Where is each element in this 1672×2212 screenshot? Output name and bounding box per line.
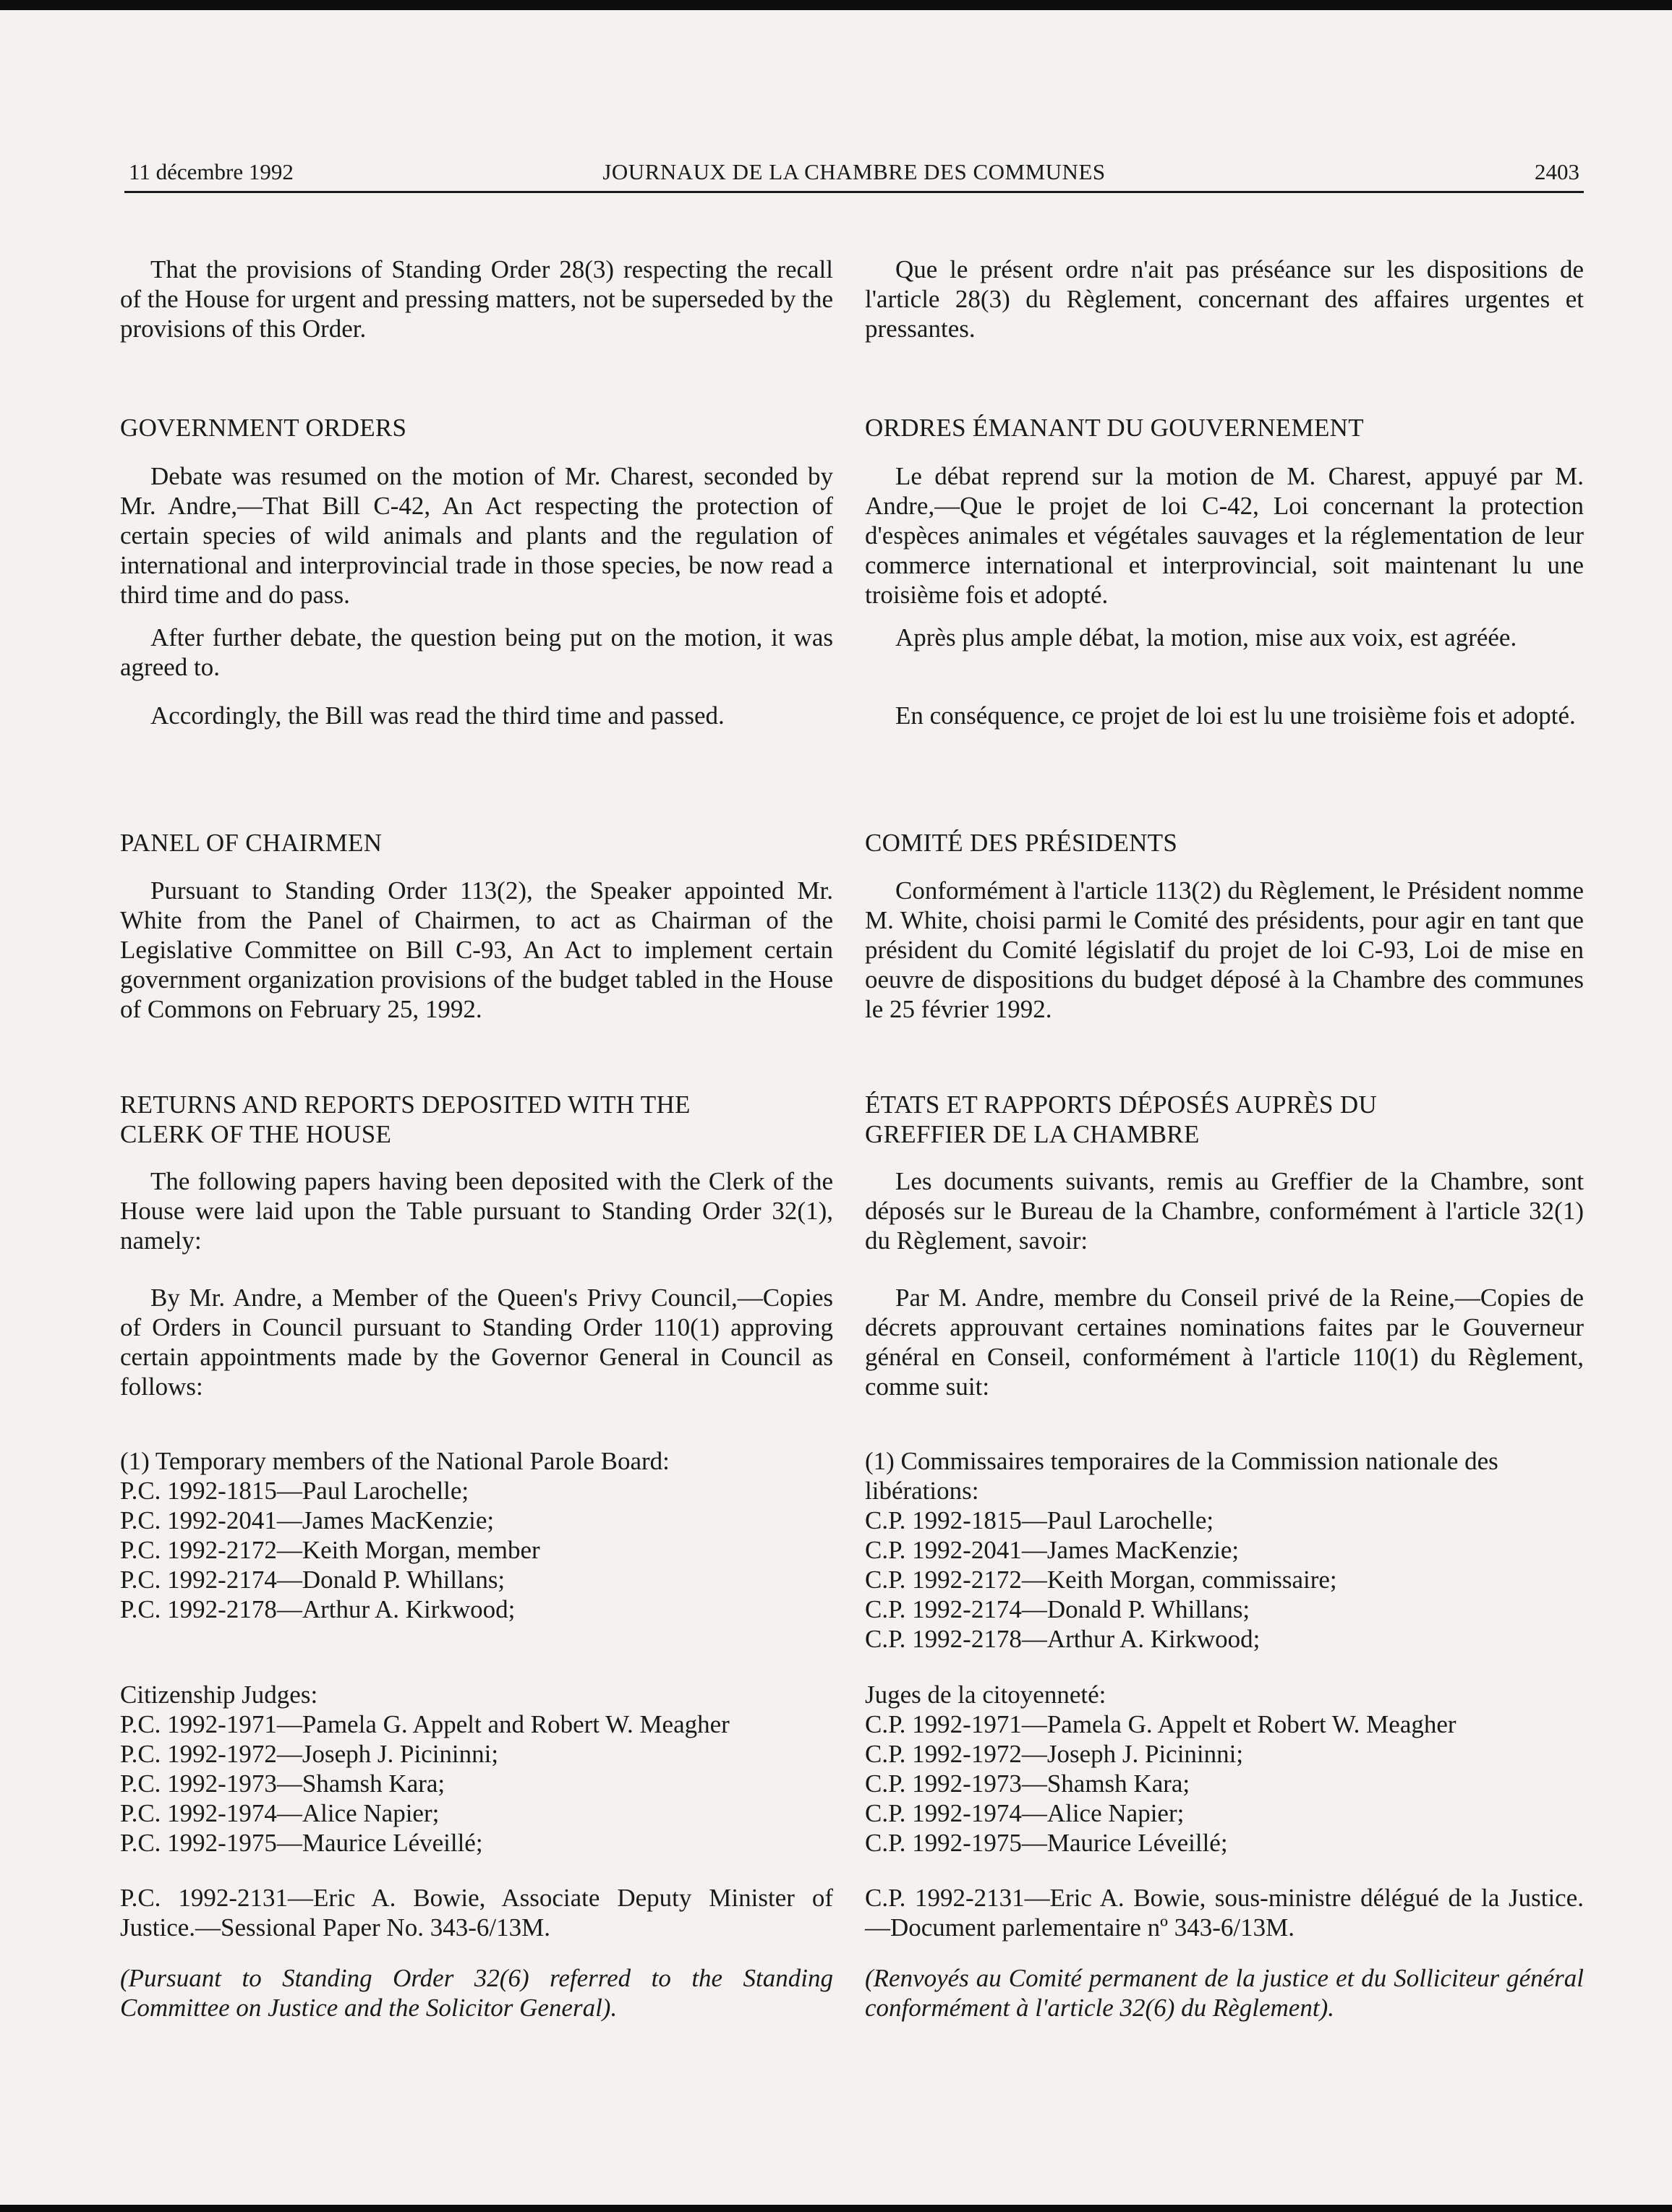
parole-board-heading: (1) Commissaires temporaires de la Commission nationale des libérations: (865, 1447, 1498, 1505)
page-number: 2403 (1535, 159, 1579, 184)
parole-board-list (120, 1446, 833, 1624)
panel-of-chairmen-paragraph: Conformément à l'article 113(2) du Règlement, le Président nomme M. White, choisi parmi le Comité des présidents, pour agir en tant que président du Comité législatif du projet de loi C-93, Loi de mise en oeuvre de dispositions du budget déposé à la Chambre des communes le 25 février 1992. (865, 876, 1584, 1023)
government-orders-paragraph: Le débat reprend sur la motion de M. Charest, appuyé par M. Andre,—Que le projet de loi C-42, Loi concernant la protection d'espèces animales et végétales sauvages et la réglementation de leur commerce international et interprovincial, soit maintenant lu une troisième fois et adopté. (865, 462, 1584, 609)
intro-paragraph: Que le présent ordre n'ait pas préséance sur les dispositions de l'article 28(3) du Règlement, concernant des affaires urgentes et pressantes. (865, 255, 1584, 343)
orders-in-council-paragraph: Par M. Andre, membre du Conseil privé de la Reine,—Copies de décrets approuvant certaines nominations faites par le Gouverneur général en Conseil, conformément à l'article 110(1) du Règlement, comme suit: (865, 1284, 1584, 1401)
orders-in-council-paragraph: By Mr. Andre, a Member of the Queen's Privy Council,—Copies of Orders in Council pursuant to Standing Order 110(1) approving certain appointments made by the Governor General in Council as follows: (120, 1284, 833, 1401)
debate-paragraph: Après plus ample débat, la motion, mise aux voix, est agréée. (895, 623, 1517, 652)
parole-board-list (865, 1446, 1584, 1654)
returns-paragraph: The following papers having been deposited with the Clerk of the House were laid upon the Table pursuant to Standing Order 32(1), namely: (120, 1167, 833, 1255)
list-item: P.C. 1992-1972—Joseph J. Picininni; (120, 1740, 499, 1768)
list-item: P.C. 1992-1973—Shamsh Kara; (120, 1769, 445, 1798)
government-orders-heading: GOVERNMENT ORDERS (120, 414, 407, 442)
list-item: P.C. 1992-1974—Alice Napier; (120, 1799, 440, 1827)
header-date: 11 décembre 1992 (129, 159, 294, 184)
list-item: P.C. 1992-1815—Paul Larochelle; (120, 1477, 469, 1505)
list-item: C.P. 1992-2174—Donald P. Whillans; (865, 1595, 1250, 1623)
list-item: C.P. 1992-1815—Paul Larochelle; (865, 1506, 1214, 1534)
list-item: C.P. 1992-1974—Alice Napier; (865, 1799, 1185, 1827)
panel-of-chairmen-paragraph: Pursuant to Standing Order 113(2), the Speaker appointed Mr. White from the Panel of Chairmen, to act as Chairman of the Legislative Committee on Bill C-93, An Act to implement certain government organization provisions of the budget tabled in the House of Commons on February 25, 1992. (120, 876, 833, 1023)
government-orders-heading: ORDRES ÉMANANT DU GOUVERNEMENT (865, 414, 1364, 442)
list-item: C.P. 1992-2178—Arthur A. Kirkwood; (865, 1625, 1261, 1653)
bowie-appointment: C.P. 1992-2131—Eric A. Bowie, sous-ministre délégué de la Justice.—Document parlementaire nº 343-6/13M. (865, 1884, 1584, 1942)
citizenship-judges-list (120, 1680, 833, 1858)
returns-heading: ÉTATS ET RAPPORTS DÉPOSÉS AUPRÈS DU GREFFIER DE LA CHAMBRE (865, 1090, 1378, 1148)
bill-passed-paragraph: En conséquence, ce projet de loi est lu une troisième fois et adopté. (895, 701, 1576, 730)
page-header (124, 156, 1584, 193)
list-item: P.C. 1992-2174—Donald P. Whillans; (120, 1566, 506, 1594)
list-item: C.P. 1992-1972—Joseph J. Picininni; (865, 1740, 1244, 1768)
citizenship-judges-list (865, 1680, 1584, 1858)
list-item: C.P. 1992-1975—Maurice Léveillé; (865, 1829, 1228, 1857)
list-item: C.P. 1992-1971—Pamela G. Appelt et Robert W. Meagher (865, 1710, 1456, 1738)
government-orders-paragraph: Debate was resumed on the motion of Mr. Charest, seconded by Mr. Andre,—That Bill C-42, An Act respecting the protection of certain species of wild animals and plants and the regulation of international and interprovincial trade in those species, be now read a third time and do pass. (120, 462, 833, 609)
citizenship-judges-heading: Citizenship Judges: (120, 1681, 318, 1709)
list-item: C.P. 1992-2041—James MacKenzie; (865, 1536, 1240, 1564)
referral-note: (Pursuant to Standing Order 32(6) referred to the Standing Committee on Justice and the Solicitor General). (120, 1964, 833, 2022)
list-item: C.P. 1992-1973—Shamsh Kara; (865, 1769, 1190, 1798)
list-item: P.C. 1992-2178—Arthur A. Kirkwood; (120, 1595, 516, 1623)
citizenship-judges-heading: Juges de la citoyenneté: (865, 1681, 1106, 1709)
referral-note: (Renvoyés au Comité permanent de la justice et du Solliciteur général conformément à l'article 32(6) du Règlement). (865, 1964, 1584, 2022)
bowie-appointment: P.C. 1992-2131—Eric A. Bowie, Associate Deputy Minister of Justice.—Sessional Paper No. 343-6/13M. (120, 1884, 833, 1942)
intro-paragraph: That the provisions of Standing Order 28(3) respecting the recall of the House for urgent and pressing matters, not be superseded by the provisions of this Order. (120, 255, 833, 343)
parole-board-heading: (1) Temporary members of the National Parole Board: (120, 1447, 670, 1475)
panel-of-chairmen-heading: COMITÉ DES PRÉSIDENTS (865, 829, 1178, 857)
returns-paragraph: Les documents suivants, remis au Greffier de la Chambre, sont déposés sur le Bureau de la Chambre, conformément à l'article 32(1) du Règlement, savoir: (865, 1167, 1584, 1255)
bill-passed-paragraph: Accordingly, the Bill was read the third time and passed. (150, 701, 725, 730)
list-item: C.P. 1992-2172—Keith Morgan, commissaire; (865, 1566, 1337, 1594)
debate-paragraph: After further debate, the question being put on the motion, it was agreed to. (120, 623, 833, 681)
list-item: P.C. 1992-1971—Pamela G. Appelt and Robert W. Meagher (120, 1710, 730, 1738)
returns-heading: RETURNS AND REPORTS DEPOSITED WITH THE CLERK OF THE HOUSE (120, 1090, 691, 1148)
header-title: JOURNAUX DE LA CHAMBRE DES COMMUNES (602, 159, 1106, 184)
list-item: P.C. 1992-1975—Maurice Léveillé; (120, 1829, 483, 1857)
list-item: P.C. 1992-2172—Keith Morgan, member (120, 1536, 540, 1564)
list-item: P.C. 1992-2041—James MacKenzie; (120, 1506, 495, 1534)
panel-of-chairmen-heading: PANEL OF CHAIRMEN (120, 829, 383, 857)
